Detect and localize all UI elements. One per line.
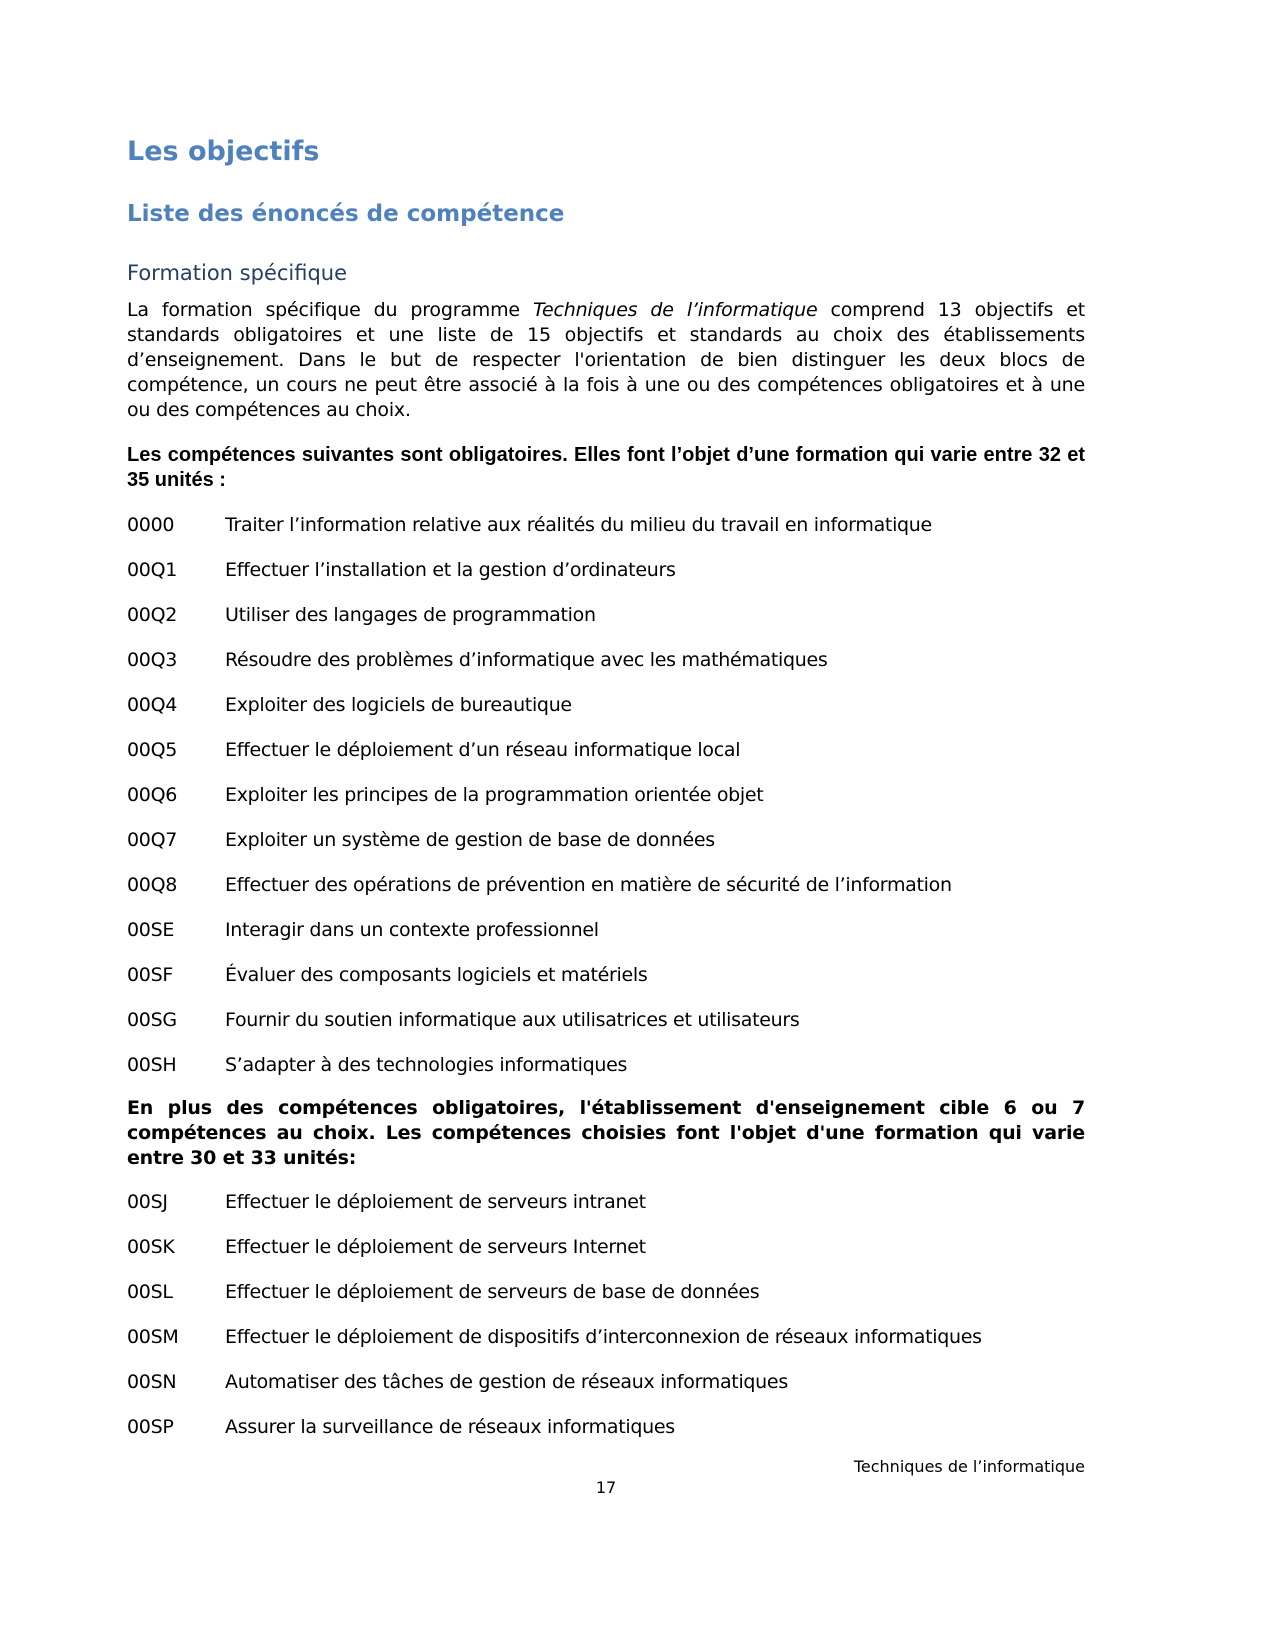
intro-text-start: La formation spécifique du programme: [127, 299, 533, 321]
competency-label: Effectuer des opérations de prévention en matière de sécurité de l’information: [225, 874, 952, 896]
competency-code: 00SP: [127, 1416, 174, 1438]
list-item: [127, 1324, 1085, 1369]
competency-code: 00Q3: [127, 649, 178, 671]
competency-code: 00Q1: [127, 559, 178, 581]
competency-code: 00SG: [127, 1009, 177, 1031]
competency-code: 00SK: [127, 1236, 175, 1258]
subsection-title: Liste des énoncés de compétence: [127, 201, 565, 227]
list-item: [127, 827, 1085, 872]
competency-label: Traiter l’information relative aux réalités du milieu du travail en informatique: [225, 514, 932, 536]
list-item: [127, 647, 1085, 692]
competency-label: Effectuer le déploiement de dispositifs d’interconnexion de réseaux informatiques: [225, 1326, 982, 1348]
list-item: [127, 1414, 1085, 1459]
list-item: [127, 557, 1085, 602]
competency-code: 00SH: [127, 1054, 177, 1076]
list-item: [127, 602, 1085, 647]
competency-label: Effectuer le déploiement d’un réseau informatique local: [225, 739, 741, 761]
competency-label: Effectuer le déploiement de serveurs intranet: [225, 1191, 646, 1213]
competency-label: Exploiter les principes de la programmation orientée objet: [225, 784, 764, 806]
competency-code: 00Q6: [127, 784, 178, 806]
subsubsection-title: Formation spécifique: [127, 261, 348, 285]
competency-code: 00Q2: [127, 604, 178, 626]
competency-code: 00Q8: [127, 874, 178, 896]
list-item: [127, 1279, 1085, 1324]
competency-label: Exploiter un système de gestion de base de données: [225, 829, 715, 851]
list-item: [127, 692, 1085, 737]
footer-program-title: Techniques de l’informatique: [853, 1457, 1085, 1476]
list-item: [127, 1234, 1085, 1279]
intro-paragraph: [127, 298, 1085, 423]
competency-code: 00SL: [127, 1281, 173, 1303]
competency-label: Effectuer le déploiement de serveurs Internet: [225, 1236, 646, 1258]
competency-label: S’adapter à des technologies informatiques: [225, 1054, 628, 1076]
competency-code: 00SN: [127, 1371, 177, 1393]
mandatory-lead: Les compétences suivantes sont obligatoires. Elles font l’objet d’une formation qui varie entre 32 et 35 unités :: [127, 444, 1085, 491]
competency-code: 00SM: [127, 1326, 179, 1348]
list-item: [127, 782, 1085, 827]
competency-code: 0000: [127, 514, 175, 536]
intro-text-end: comprend 13 objectifs et standards obligatoires et une liste de 15 objectifs et standards au choix des établissements d’enseignement. Dans le but de respecter l'orientation de bien distinguer les deux blocs de compétence, un cours ne peut être associé à la fois à une ou des compétences obligatoires et à une ou des compétences au choix.: [127, 299, 1086, 421]
list-item: [127, 1007, 1085, 1052]
page-number: 17: [595, 1478, 617, 1497]
optional-competency-list: [127, 1189, 1085, 1459]
competency-label: Utiliser des langages de programmation: [225, 604, 596, 626]
competency-label: Fournir du soutien informatique aux utilisatrices et utilisateurs: [225, 1009, 800, 1031]
competency-label: Assurer la surveillance de réseaux informatiques: [225, 1416, 675, 1438]
competency-label: Évaluer des composants logiciels et matériels: [225, 964, 648, 986]
competency-code: 00SJ: [127, 1191, 168, 1213]
list-item: [127, 1369, 1085, 1414]
list-item: [127, 1052, 1085, 1097]
competency-label: Automatiser des tâches de gestion de réseaux informatiques: [225, 1371, 788, 1393]
program-name: Techniques de l’informatique: [532, 299, 818, 321]
section-title: Les objectifs: [127, 136, 320, 167]
competency-label: Exploiter des logiciels de bureautique: [225, 694, 572, 716]
competency-code: 00Q4: [127, 694, 178, 716]
competency-code: 00SE: [127, 919, 175, 941]
competency-code: 00SF: [127, 964, 173, 986]
competency-code: 00Q5: [127, 739, 178, 761]
competency-code: 00Q7: [127, 829, 178, 851]
competency-label: Effectuer l’installation et la gestion d’ordinateurs: [225, 559, 676, 581]
list-item: [127, 512, 1085, 557]
list-item: [127, 1189, 1085, 1234]
list-item: [127, 917, 1085, 962]
list-item: [127, 872, 1085, 917]
competency-label: Interagir dans un contexte professionnel: [225, 919, 599, 941]
competency-label: Résoudre des problèmes d’informatique avec les mathématiques: [225, 649, 828, 671]
mandatory-competency-list: [127, 512, 1085, 1097]
list-item: [127, 962, 1085, 1007]
optional-lead: En plus des compétences obligatoires, l'établissement d'enseignement cible 6 ou 7 compétences au choix. Les compétences choisies font l'objet d'une formation qui varie entre 30 et 33 unités:: [127, 1097, 1085, 1169]
list-item: [127, 737, 1085, 782]
competency-label: Effectuer le déploiement de serveurs de base de données: [225, 1281, 760, 1303]
